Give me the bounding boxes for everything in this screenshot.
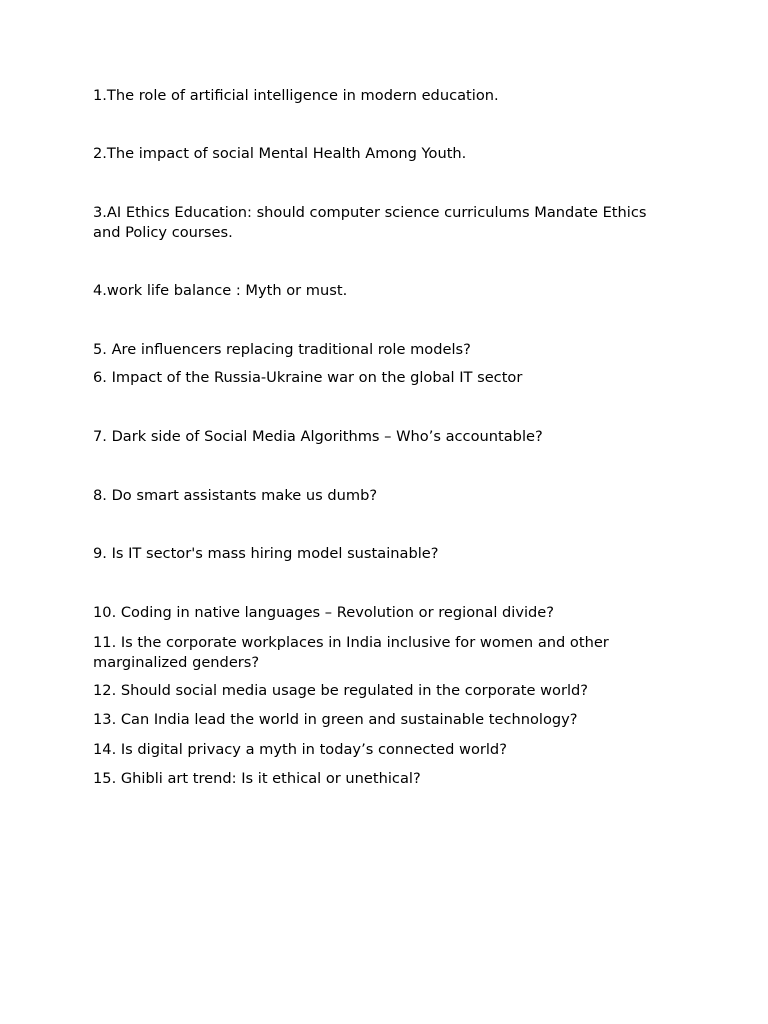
topic-item-13: 13. Can India lead the world in green and sustainable technology? [93, 711, 578, 728]
topic-item-9: 9. Is IT sector's mass hiring model sustainable? [93, 545, 439, 562]
topic-item-11: 11. Is the corporate workplaces in India inclusive for women and other marginalized genders? [93, 634, 609, 671]
topic-item-15: 15. Ghibli art trend: Is it ethical or unethical? [93, 770, 421, 787]
topic-item-6: 6. Impact of the Russia-Ukraine war on the global IT sector [93, 369, 523, 386]
topic-item-1: 1.The role of artificial intelligence in modern education. [93, 87, 499, 104]
topic-item-5: 5. Are influencers replacing traditional role models? [93, 341, 471, 358]
topic-item-2: 2.The impact of social Mental Health Among Youth. [93, 145, 467, 162]
topic-item-7: 7. Dark side of Social Media Algorithms – Who’s accountable? [93, 428, 543, 445]
topic-item-14: 14. Is digital privacy a myth in today’s connected world? [93, 741, 507, 758]
topic-item-4: 4.work life balance : Myth or must. [93, 282, 348, 299]
topic-item-8: 8. Do smart assistants make us dumb? [93, 487, 378, 504]
topic-item-3: 3.AI Ethics Education: should computer science curriculums Mandate Ethics and Policy courses. [93, 204, 647, 241]
topic-item-12: 12. Should social media usage be regulated in the corporate world? [93, 682, 589, 699]
topic-item-10: 10. Coding in native languages – Revolution or regional divide? [93, 604, 555, 621]
